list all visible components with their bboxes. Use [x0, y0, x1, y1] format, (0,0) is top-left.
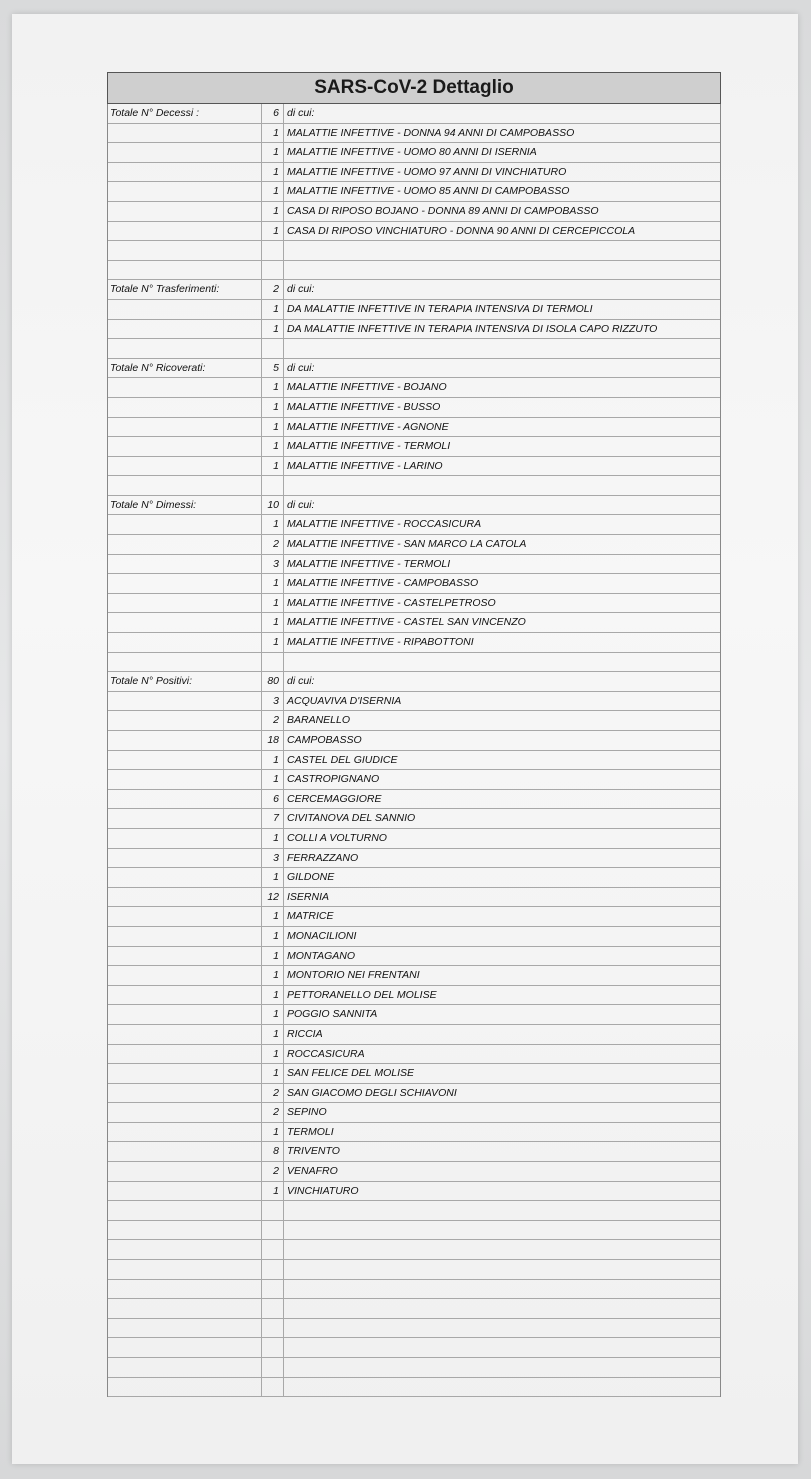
empty-row — [108, 1221, 720, 1241]
row-count: 6 — [262, 790, 284, 809]
table-row — [108, 1162, 720, 1182]
row-label — [108, 947, 262, 966]
row-count — [262, 1201, 284, 1220]
row-description: di cui: — [287, 361, 315, 374]
table-row — [108, 1123, 720, 1143]
row-count: 1 — [262, 182, 284, 201]
row-description: MALATTIE INFETTIVE - DONNA 94 ANNI DI CAMPOBASSO — [287, 126, 575, 139]
table-row — [108, 320, 720, 340]
row-label — [108, 1064, 262, 1083]
row-description — [284, 1201, 720, 1220]
row-label: Totale N° Trasferimenti: — [108, 280, 262, 299]
row-count: 5 — [262, 359, 284, 378]
table-row — [108, 143, 720, 163]
row-description: MONTAGANO — [287, 949, 356, 962]
table-title: SARS-CoV-2 Dettaglio — [107, 72, 721, 104]
row-count: 1 — [262, 222, 284, 241]
row-description: RICCIA — [287, 1027, 323, 1040]
table-row — [108, 613, 720, 633]
row-description — [284, 1240, 720, 1259]
row-label — [108, 1280, 262, 1299]
row-label — [108, 1005, 262, 1024]
row-description: GILDONE — [287, 871, 335, 884]
empty-row — [108, 1240, 720, 1260]
row-label — [108, 182, 262, 201]
table-row — [108, 594, 720, 614]
row-description: TRIVENTO — [287, 1145, 340, 1158]
row-count: 1 — [262, 515, 284, 534]
empty-row — [108, 653, 720, 673]
row-label — [108, 398, 262, 417]
row-description: MONTORIO NEI FRENTANI — [287, 969, 420, 982]
row-count — [262, 1378, 284, 1397]
row-count — [262, 1280, 284, 1299]
table-row — [108, 1182, 720, 1202]
row-description: MALATTIE INFETTIVE - UOMO 97 ANNI DI VINCHIATURO — [287, 165, 567, 178]
empty-row — [108, 1338, 720, 1358]
row-count: 2 — [262, 535, 284, 554]
section-total-row — [108, 280, 720, 300]
row-count: 1 — [262, 574, 284, 593]
table-row — [108, 1103, 720, 1123]
row-count: 1 — [262, 1045, 284, 1064]
table-row — [108, 222, 720, 242]
row-description: MALATTIE INFETTIVE - SAN MARCO LA CATOLA — [287, 538, 527, 551]
row-label — [108, 1045, 262, 1064]
row-label — [108, 476, 262, 495]
row-label — [108, 907, 262, 926]
row-label — [108, 1378, 262, 1397]
row-label — [108, 378, 262, 397]
row-description — [284, 1338, 720, 1357]
row-description: ACQUAVIVA D'ISERNIA — [287, 694, 402, 707]
row-count: 2 — [262, 711, 284, 730]
row-count: 1 — [262, 457, 284, 476]
table-row — [108, 1045, 720, 1065]
table-row — [108, 790, 720, 810]
detail-table — [107, 72, 721, 1397]
table-row — [108, 182, 720, 202]
empty-row — [108, 1260, 720, 1280]
row-label — [108, 241, 262, 260]
row-description: MALATTIE INFETTIVE - UOMO 80 ANNI DI ISERNIA — [287, 146, 537, 159]
row-description: MALATTIE INFETTIVE - RIPABOTTONI — [287, 636, 474, 649]
table-row — [108, 574, 720, 594]
row-label — [108, 711, 262, 730]
row-description: SAN FELICE DEL MOLISE — [287, 1067, 415, 1080]
row-count: 1 — [262, 300, 284, 319]
row-label — [108, 535, 262, 554]
row-label — [108, 163, 262, 182]
table-row — [108, 515, 720, 535]
row-count — [262, 1358, 284, 1377]
table-row — [108, 692, 720, 712]
section-total-row — [108, 672, 720, 692]
row-description: MALATTIE INFETTIVE - ROCCASICURA — [287, 518, 482, 531]
row-label — [108, 829, 262, 848]
row-description: di cui: — [287, 107, 315, 119]
row-description: ROCCASICURA — [287, 1047, 365, 1060]
row-count: 1 — [262, 1025, 284, 1044]
row-count: 1 — [262, 437, 284, 456]
row-label — [108, 339, 262, 358]
row-description: MALATTIE INFETTIVE - BOJANO — [287, 381, 447, 394]
row-label — [108, 1142, 262, 1161]
row-count: 1 — [262, 202, 284, 221]
row-description: MALATTIE INFETTIVE - UOMO 85 ANNI DI CAMPOBASSO — [287, 185, 570, 198]
row-label: Totale N° Dimessi: — [108, 496, 262, 515]
row-label — [108, 790, 262, 809]
table-row — [108, 418, 720, 438]
row-label — [108, 868, 262, 887]
row-label — [108, 457, 262, 476]
row-description — [284, 476, 720, 495]
row-count — [262, 261, 284, 280]
row-count — [262, 1319, 284, 1338]
row-description: CASA DI RIPOSO BOJANO - DONNA 89 ANNI DI CAMPOBASSO — [287, 204, 599, 217]
table-row — [108, 829, 720, 849]
paper-sheet — [12, 14, 798, 1464]
row-count: 1 — [262, 986, 284, 1005]
row-count: 7 — [262, 809, 284, 828]
empty-row — [108, 1299, 720, 1319]
row-description: MALATTIE INFETTIVE - BUSSO — [287, 400, 441, 413]
row-description: FERRAZZANO — [287, 851, 359, 864]
table-row — [108, 300, 720, 320]
row-label — [108, 653, 262, 672]
row-description: CAMPOBASSO — [287, 734, 362, 746]
row-label — [108, 1240, 262, 1259]
row-description: MALATTIE INFETTIVE - CASTELPETROSO — [287, 596, 496, 609]
row-description — [284, 1358, 720, 1377]
row-count — [262, 339, 284, 358]
row-count — [262, 1338, 284, 1357]
row-count: 1 — [262, 770, 284, 789]
table-row — [108, 1142, 720, 1162]
row-description — [284, 1280, 720, 1299]
row-description: DA MALATTIE INFETTIVE IN TERAPIA INTENSIVA DI TERMOLI — [287, 302, 593, 315]
table-row — [108, 731, 720, 751]
row-label — [108, 1103, 262, 1122]
row-description: di cui: — [287, 498, 315, 511]
table-row — [108, 202, 720, 222]
row-count: 1 — [262, 907, 284, 926]
row-label — [108, 692, 262, 711]
empty-row — [108, 261, 720, 281]
row-description: DA MALATTIE INFETTIVE IN TERAPIA INTENSIVA DI ISOLA CAPO RIZZUTO — [287, 322, 658, 335]
row-description — [284, 241, 720, 260]
table-row — [108, 927, 720, 947]
row-count: 1 — [262, 1005, 284, 1024]
table-row — [108, 457, 720, 477]
row-label — [108, 1123, 262, 1142]
row-description: MALATTIE INFETTIVE - TERMOLI — [287, 440, 451, 453]
table-row — [108, 1084, 720, 1104]
row-label — [108, 300, 262, 319]
row-description — [284, 653, 720, 672]
row-description: VINCHIATURO — [287, 1184, 359, 1197]
row-count: 1 — [262, 143, 284, 162]
row-count: 1 — [262, 398, 284, 417]
section-total-row — [108, 496, 720, 516]
empty-row — [108, 1319, 720, 1339]
row-count — [262, 1299, 284, 1318]
row-count: 3 — [262, 692, 284, 711]
row-label — [108, 1162, 262, 1181]
row-count: 3 — [262, 555, 284, 574]
table-row — [108, 907, 720, 927]
row-count: 8 — [262, 1142, 284, 1161]
row-description — [284, 1319, 720, 1338]
row-description: MALATTIE INFETTIVE - TERMOLI — [287, 557, 451, 570]
row-label — [108, 1182, 262, 1201]
table-row — [108, 378, 720, 398]
row-label — [108, 1025, 262, 1044]
row-label — [108, 1358, 262, 1377]
row-count: 1 — [262, 378, 284, 397]
row-count: 2 — [262, 1162, 284, 1181]
row-description — [284, 1378, 720, 1397]
row-label: Totale N° Ricoverati: — [108, 359, 262, 378]
row-count: 1 — [262, 320, 284, 339]
empty-row — [108, 1378, 720, 1398]
row-count: 12 — [262, 888, 284, 907]
row-label — [108, 927, 262, 946]
row-count — [262, 476, 284, 495]
table-row — [108, 163, 720, 183]
table-row — [108, 947, 720, 967]
row-description: CASA DI RIPOSO VINCHIATURO - DONNA 90 ANNI DI CERCEPICCOLA — [287, 224, 636, 237]
row-label — [108, 1299, 262, 1318]
table-row — [108, 809, 720, 829]
table-row — [108, 966, 720, 986]
row-label — [108, 986, 262, 1005]
row-description: BARANELLO — [287, 714, 351, 727]
empty-row — [108, 339, 720, 359]
table-row — [108, 770, 720, 790]
row-description: MALATTIE INFETTIVE - LARINO — [287, 459, 443, 472]
row-label — [108, 1319, 262, 1338]
row-label — [108, 515, 262, 534]
row-description — [284, 1299, 720, 1318]
row-label — [108, 1084, 262, 1103]
row-count: 1 — [262, 829, 284, 848]
row-count — [262, 1240, 284, 1259]
row-label — [108, 888, 262, 907]
row-label — [108, 418, 262, 437]
row-label — [108, 1201, 262, 1220]
row-count: 1 — [262, 633, 284, 652]
row-description: CASTROPIGNANO — [287, 773, 380, 786]
row-label — [108, 574, 262, 593]
row-description — [284, 1221, 720, 1240]
row-count: 1 — [262, 1064, 284, 1083]
row-count: 1 — [262, 947, 284, 966]
section-total-row — [108, 104, 720, 124]
row-label — [108, 202, 262, 221]
row-count: 80 — [262, 672, 284, 691]
row-label — [108, 1221, 262, 1240]
table-row — [108, 555, 720, 575]
row-label — [108, 613, 262, 632]
row-label — [108, 261, 262, 280]
row-label — [108, 731, 262, 750]
row-label — [108, 124, 262, 143]
table-row — [108, 986, 720, 1006]
table-row — [108, 868, 720, 888]
row-count: 1 — [262, 1182, 284, 1201]
table-row — [108, 124, 720, 144]
row-description: ISERNIA — [287, 890, 330, 903]
empty-row — [108, 241, 720, 261]
row-label — [108, 222, 262, 241]
row-label — [108, 143, 262, 162]
row-count: 1 — [262, 163, 284, 182]
table-row — [108, 711, 720, 731]
table-row — [108, 398, 720, 418]
row-count: 2 — [262, 280, 284, 299]
row-count: 1 — [262, 1123, 284, 1142]
empty-row — [108, 1201, 720, 1221]
row-count — [262, 653, 284, 672]
row-label — [108, 966, 262, 985]
row-count: 2 — [262, 1103, 284, 1122]
row-label — [108, 751, 262, 770]
row-description: MALATTIE INFETTIVE - CASTEL SAN VINCENZO — [287, 616, 526, 629]
row-label — [108, 633, 262, 652]
row-description: di cui: — [287, 675, 315, 688]
table-row — [108, 535, 720, 555]
row-description: MATRICE — [287, 910, 334, 923]
row-label — [108, 320, 262, 339]
row-count: 1 — [262, 868, 284, 887]
row-description: POGGIO SANNITA — [287, 1008, 378, 1021]
row-description: CIVITANOVA DEL SANNIO — [287, 812, 416, 825]
row-description: di cui: — [287, 283, 315, 296]
row-count — [262, 1221, 284, 1240]
row-label — [108, 849, 262, 868]
row-description — [284, 261, 720, 280]
row-count: 6 — [262, 104, 284, 123]
row-label: Totale N° Positivi: — [108, 672, 262, 691]
row-label — [108, 1260, 262, 1279]
row-count: 1 — [262, 966, 284, 985]
empty-row — [108, 1358, 720, 1378]
table-row — [108, 1005, 720, 1025]
row-description: CERCEMAGGIORE — [287, 792, 382, 805]
row-description: CASTEL DEL GIUDICE — [287, 753, 398, 766]
table-row — [108, 849, 720, 869]
row-label — [108, 770, 262, 789]
row-label — [108, 1338, 262, 1357]
row-count: 2 — [262, 1084, 284, 1103]
empty-row — [108, 1280, 720, 1300]
row-label — [108, 594, 262, 613]
row-description: SEPINO — [287, 1106, 327, 1119]
row-description — [284, 339, 720, 358]
row-description: PETTORANELLO DEL MOLISE — [287, 988, 437, 1001]
row-description: TERMOLI — [287, 1125, 334, 1138]
table-row — [108, 437, 720, 457]
row-label — [108, 555, 262, 574]
row-count — [262, 1260, 284, 1279]
row-count: 1 — [262, 927, 284, 946]
row-count: 1 — [262, 594, 284, 613]
row-count: 1 — [262, 418, 284, 437]
row-description: SAN GIACOMO DEGLI SCHIAVONI — [287, 1086, 457, 1099]
row-label: Totale N° Decessi : — [108, 104, 262, 123]
empty-row — [108, 476, 720, 496]
row-count: 1 — [262, 124, 284, 143]
section-total-row — [108, 359, 720, 379]
row-count: 10 — [262, 496, 284, 515]
row-description: MALATTIE INFETTIVE - AGNONE — [287, 420, 449, 433]
table-row — [108, 1064, 720, 1084]
row-count: 18 — [262, 731, 284, 750]
row-count: 3 — [262, 849, 284, 868]
table-row — [108, 751, 720, 771]
table-row — [108, 1025, 720, 1045]
row-count: 1 — [262, 613, 284, 632]
row-description: MALATTIE INFETTIVE - CAMPOBASSO — [287, 577, 479, 590]
row-count: 1 — [262, 751, 284, 770]
row-description: MONACILIONI — [287, 929, 357, 942]
table-row — [108, 633, 720, 653]
table-body — [107, 104, 721, 1397]
row-description: COLLI A VOLTURNO — [287, 831, 387, 844]
row-description: VENAFRO — [287, 1165, 338, 1178]
row-description — [284, 1260, 720, 1279]
row-count — [262, 241, 284, 260]
table-row — [108, 888, 720, 908]
row-label — [108, 437, 262, 456]
row-label — [108, 809, 262, 828]
